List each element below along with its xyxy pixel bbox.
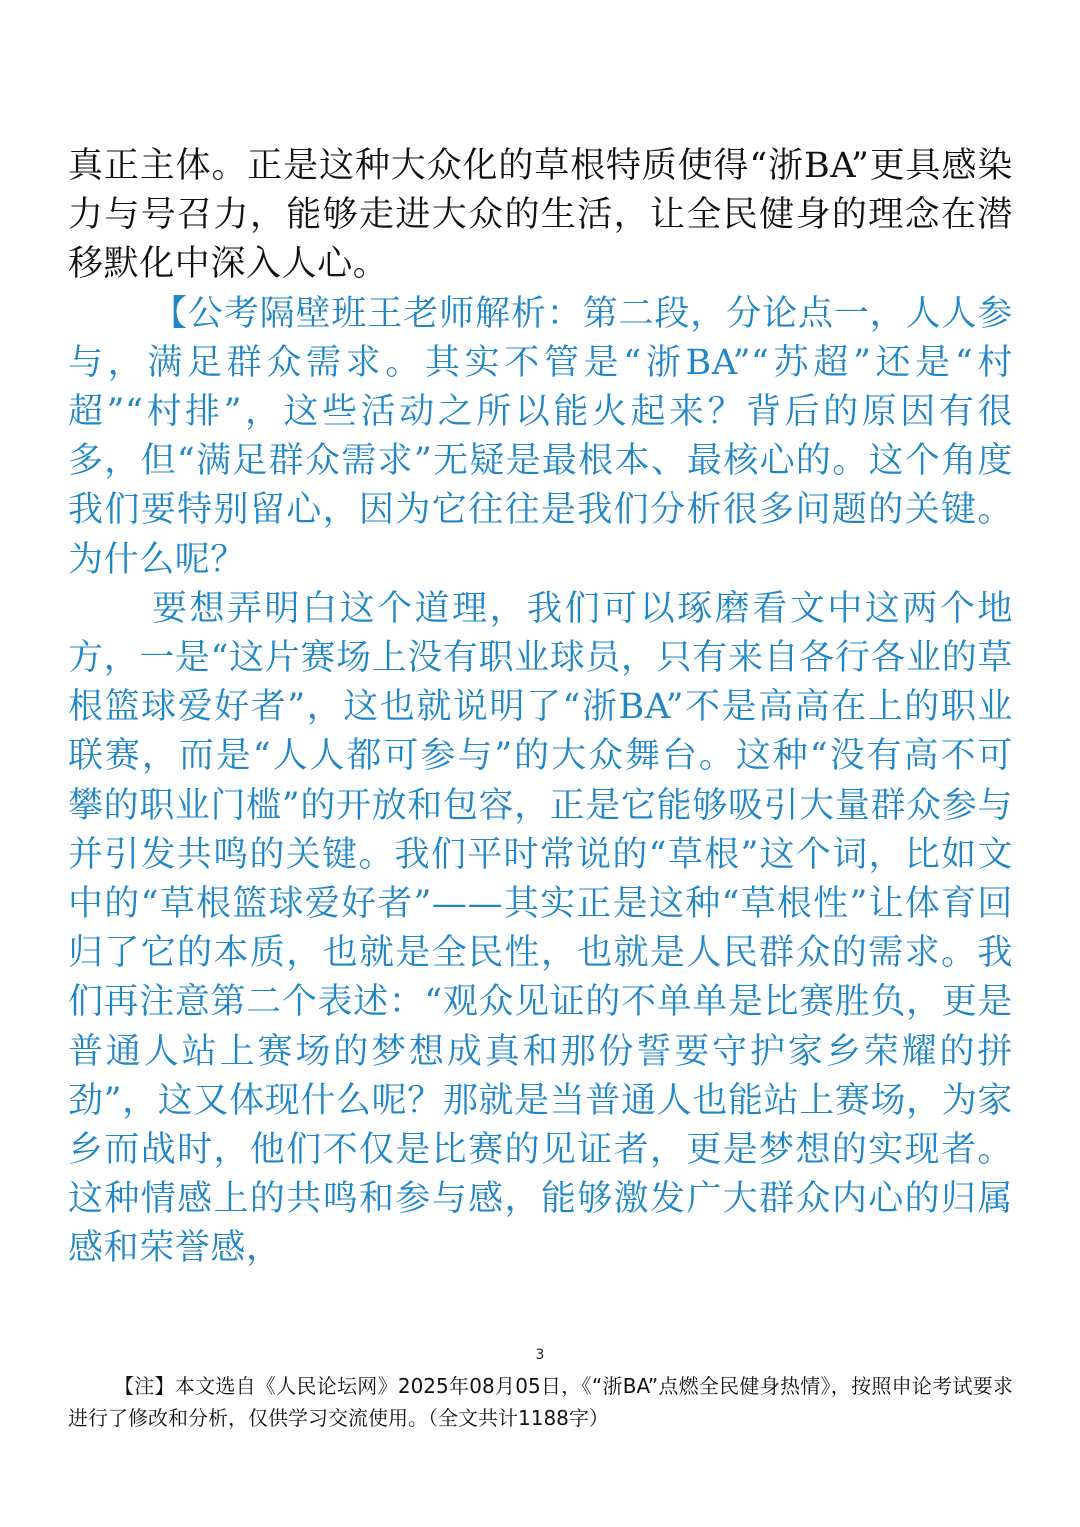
analysis-paragraph: 要想弄明白这个道理，我们可以琢磨看文中这两个地方，一是“这片赛场上没有职业球员，只有来自各行各业的草根篮球爱好者”，这也就说明了“浙BA”不是高高在上的职业联赛，而是“人人都可参与”的大众舞台。这种“没有高不可攀的职业门槛”的开放和包容，正是它能够吸引大量群众参与并引发共鸣的关键。我们平时常说的“草根”这个词，比如文中的“草根篮球爱好者”——其实正是这种“草根性”让体育回归了它的本质，也就是全民性，也就是人民群众的需求。我们再注意第二个表述：“观众见证的不单单是比赛胜负，更是普通人站上赛场的梦想成真和那份誓要守护家乡荣耀的拼劲”，这又体现什么呢？那就是当普通人也能站上赛场，为家乡而战时，他们不仅是比赛的见证者，更是梦想的实现者。这种情感上的共鸣和参与感，能够激发广大群众内心的归属感和荣誉感，: [68, 588, 1013, 1269]
body-paragraph: 真正主体。正是这种大众化的草根特质使得“浙BA”更具感染力与号召力，能够走进大众的生活，让全民健身的理念在潜移默化中深入人心。: [68, 146, 1013, 285]
analysis-paragraph: 【公考隔壁班王老师解析：第二段，分论点一，人人参与，满足群众需求。其实不管是“浙BA”“苏超”还是“村超”“村排”，这些活动之所以能火起来？背后的原因有很多，但“满足群众需求”无疑是最根本、最核心的。这个角度我们要特别留心，因为它往往是我们分析很多问题的关键。为什么呢？: [68, 293, 1013, 580]
document-body: [68, 142, 1013, 1274]
footnote: 【注】本文选自《人民论坛网》2025年08月05日，《“浙BA”点燃全民健身热情》，按照申论考试要求进行了修改和分析，仅供学习交流使用。（全文共计1188字）: [68, 1374, 1013, 1430]
page-number: 3: [535, 1347, 545, 1363]
